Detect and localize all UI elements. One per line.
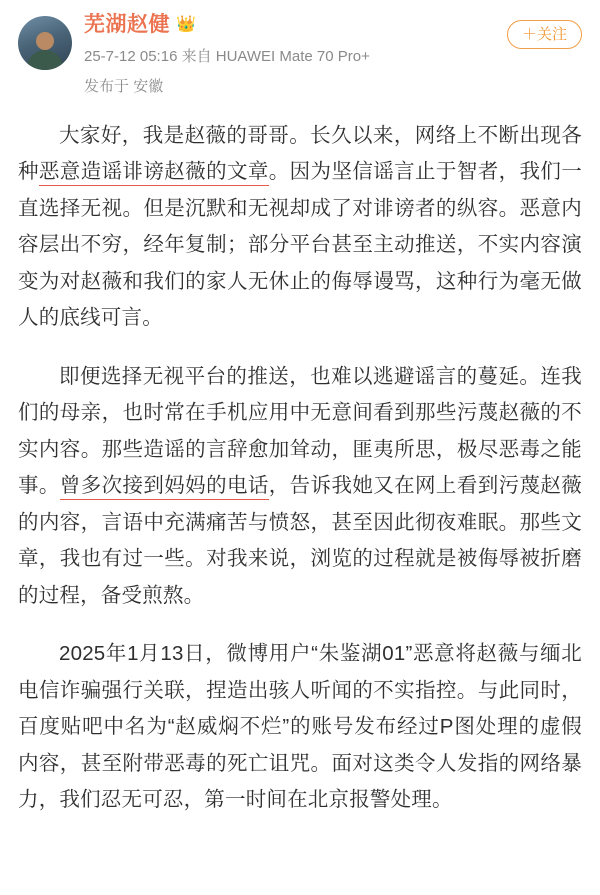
post-content bbox=[18, 118, 582, 819]
body-text: ，这种行为毫无做人的底线可言。 bbox=[18, 269, 582, 330]
post-location-row bbox=[84, 75, 582, 96]
vip-crown-icon: 👑 bbox=[176, 15, 196, 33]
post-header bbox=[18, 14, 582, 96]
body-text: 即便选择无视平台的推送，也难以逃避谣言的蔓延。 bbox=[59, 364, 541, 388]
highlighted-text: 纵容 bbox=[456, 196, 499, 220]
author-name[interactable]: 芜湖赵健 bbox=[84, 13, 170, 36]
avatar-face bbox=[36, 32, 54, 50]
highlighted-text: 曾多次接到妈妈的电话 bbox=[59, 474, 269, 498]
highlighted-text: 2025年1月13日，微博用户“朱鉴湖01”恶意将赵薇与缅北电信诈骗强行关联 bbox=[18, 642, 582, 702]
follow-button[interactable]: ＋关注 bbox=[507, 20, 582, 49]
avatar-body bbox=[27, 50, 63, 70]
body-text: 。恶意内容层出不穷，经年复制；部分平台甚至主动推送， bbox=[18, 196, 582, 257]
post-timestamp: 25-7-12 05:16 bbox=[84, 48, 178, 65]
body-text: ，也时常在手机应用中无意间看到那些污蔑赵薇的不实内容。那些造谣的言辞愈加耸动，匪夷所思，极尽恶毒之能事。 bbox=[18, 401, 582, 498]
highlighted-text: 不实内容演变为对赵薇和我们的家人无休止的侮辱谩骂 bbox=[18, 233, 583, 293]
post-paragraph-3 bbox=[18, 636, 582, 818]
avatar[interactable] bbox=[18, 16, 72, 70]
highlighted-text: 言语中充满痛苦与愤怒，甚至因此彻夜难眠 bbox=[101, 510, 499, 534]
highlighted-text: 百度贴吧中名为“赵威焖不烂”的账号发布经过P图处理的虚假内容 bbox=[18, 715, 582, 775]
post-meta bbox=[84, 14, 582, 96]
body-text: 。那些文章，我也有过一些。对我来说，浏览的过程就是被侮辱被折磨的过程，备受煎熬。 bbox=[18, 510, 582, 607]
post-location: 安徽 bbox=[133, 78, 164, 95]
body-text: 大家好，我是赵薇的哥哥。长久以来，网络上不断出现各种 bbox=[18, 124, 582, 184]
post-subinfo bbox=[84, 45, 582, 66]
location-label: 发布于 bbox=[84, 78, 130, 95]
body-text: ，捏造出骇人听闻的不实指控。与此同时， bbox=[185, 678, 582, 702]
body-text: 。因为坚信谣言止于智者，我们一直选择无视。但是沉默和无视却成了对诽谤者的 bbox=[18, 160, 583, 220]
source-prefix: 来自 bbox=[181, 48, 212, 65]
post-paragraph-1 bbox=[18, 118, 582, 337]
highlighted-text: 连我们的母亲 bbox=[18, 364, 582, 425]
post-paragraph-2 bbox=[18, 359, 582, 614]
post-device[interactable]: HUAWEI Mate 70 Pro+ bbox=[215, 48, 370, 65]
body-text: ，甚至附带恶毒的死亡诅咒。面对这类令人发指的网络暴力，我们忍无可忍，第一时间在北京报警处理。 bbox=[18, 751, 582, 812]
body-text: ，告诉我她又在网上看到污蔑赵薇的内容， bbox=[18, 474, 583, 534]
highlighted-text: 恶意造谣诽谤赵薇的文章 bbox=[38, 160, 269, 184]
